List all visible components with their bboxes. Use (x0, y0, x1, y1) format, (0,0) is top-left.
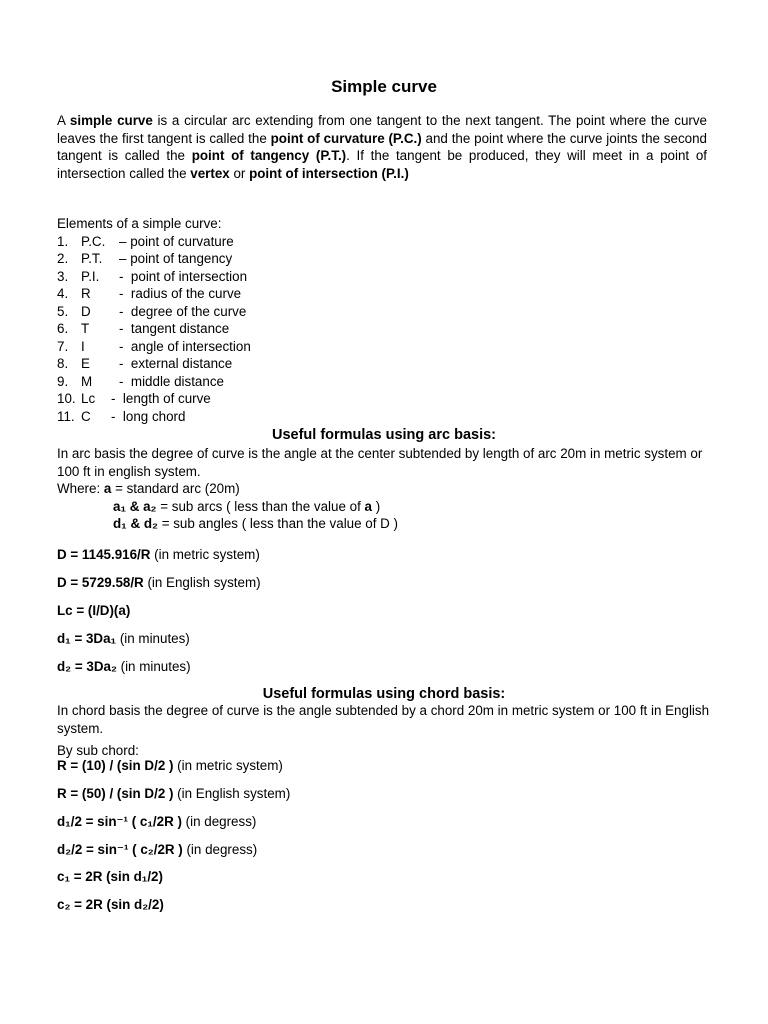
item-separator: - (119, 286, 124, 301)
formula-expression: d₂/2 = sin⁻¹ ( c₂/2R ) (57, 842, 183, 857)
item-symbol: I (81, 338, 85, 354)
arc-basis-heading: Useful formulas using arc basis: (271, 427, 496, 443)
sub-arcs-line (57, 498, 717, 516)
intro-text-5: or (229, 165, 250, 181)
intro-text-2: is a circular arc extending from one tangent to the next tangent. The point where the curve leaves the first tangent is called the (57, 113, 707, 146)
formula-note: (in degress) (182, 842, 258, 857)
formula-c1 (57, 868, 163, 886)
intro-bold-pc: point of curvature (P.C.) (270, 130, 422, 146)
where-line (57, 480, 717, 498)
formula-note: (in minutes) (116, 631, 190, 646)
formula-expression: D = 1145.916/R (57, 547, 151, 562)
list-item (57, 320, 657, 338)
item-separator: – (119, 251, 127, 266)
item-symbol: C (81, 408, 91, 424)
sub-angles-text: = sub angles ( less than the value of D ) (157, 516, 399, 531)
list-item (57, 373, 657, 391)
formula-expression: d₁ = 3Da₁ (57, 631, 117, 646)
formula-expression: c₂ = 2R (sin d₂/2) (57, 897, 164, 912)
item-number: 4. (57, 286, 69, 301)
formula-note: (in degress) (181, 814, 257, 829)
intro-bold-pi: point of intersection (P.I.) (249, 165, 409, 181)
intro-bold-pt: point of tangency (P.T.) (191, 148, 347, 163)
intro-paragraph (57, 112, 707, 182)
list-item (57, 250, 657, 268)
item-number: 9. (57, 373, 69, 389)
formula-d1-chord (57, 813, 256, 831)
item-number: 2. (57, 251, 69, 266)
item-separator: - (119, 303, 124, 319)
item-number: 11. (57, 408, 75, 424)
list-item (57, 233, 657, 251)
item-number: 10. (57, 391, 76, 406)
formula-expression: c₁ = 2R (sin d₁/2) (57, 869, 163, 884)
formula-note: (in English system) (143, 575, 261, 590)
formula-radius-metric (57, 757, 283, 775)
item-symbol: D (81, 303, 91, 319)
item-number: 8. (57, 356, 69, 371)
sub-chord-label: By sub chord: (57, 743, 139, 758)
arc-basis-description: In arc basis the degree of curve is the angle at the center subtended by length of arc 20m in metric system or 100 ft in english system. (57, 446, 703, 479)
item-symbol: E (81, 356, 90, 371)
item-separator: - (119, 356, 124, 371)
item-symbol: R (81, 286, 91, 301)
formula-expression: d₂ = 3Da₂ (57, 659, 117, 674)
where-variable: a (103, 481, 112, 496)
item-separator: - (111, 408, 116, 424)
item-description: length of curve (122, 391, 211, 406)
formula-note: (in metric system) (173, 758, 283, 773)
formula-d2-arc (57, 658, 191, 676)
item-description: tangent distance (130, 321, 230, 336)
formula-degree-metric (57, 546, 260, 564)
item-separator: - (119, 338, 124, 354)
item-separator: – (119, 233, 127, 249)
item-number: 1. (57, 233, 69, 249)
intro-bold-vertex: vertex (190, 165, 230, 181)
item-symbol: Lc (81, 391, 96, 406)
item-separator: - (119, 321, 124, 336)
chord-basis-heading: Useful formulas using chord basis: (262, 686, 506, 702)
arc-where-block (57, 480, 717, 533)
list-item (57, 390, 657, 408)
formula-degree-english (57, 574, 261, 592)
item-description: external distance (130, 356, 233, 371)
formula-note: (in minutes) (116, 659, 191, 674)
item-separator: - (119, 268, 124, 284)
formula-c2 (57, 896, 164, 914)
item-description: point of tangency (130, 251, 233, 266)
elements-section (57, 215, 657, 425)
item-symbol: T (81, 321, 90, 336)
item-description: angle of intersection (130, 338, 251, 354)
list-item (57, 268, 657, 286)
item-separator: - (111, 391, 116, 406)
list-item (57, 303, 657, 321)
formula-note: (in English system) (173, 786, 291, 801)
item-description: radius of the curve (130, 286, 242, 301)
formula-expression: R = (50) / (sin D/2 ) (57, 786, 174, 801)
formula-note: (in metric system) (150, 547, 260, 562)
item-symbol: M (81, 373, 93, 389)
intro-text-3: and the point where the curve joints the second tangent is called the (57, 130, 707, 163)
item-number: 6. (57, 321, 69, 336)
item-description: point of curvature (130, 233, 234, 249)
list-item (57, 285, 657, 303)
item-number: 3. (57, 268, 69, 284)
intro-bold-simple-curve: simple curve (69, 113, 153, 128)
intro-text-4: . If the tangent be produced, they will meet in a point of intersection called the (57, 148, 707, 181)
where-label: Where: (57, 481, 104, 496)
item-symbol: P.I. (81, 268, 100, 284)
sub-angles-line (57, 515, 717, 533)
chord-basis-description: In chord basis the degree of curve is the angle subtended by a chord 20m in metric system or 100 ft in English system. (57, 703, 710, 736)
list-item (57, 408, 657, 426)
list-item (57, 355, 657, 373)
formula-d1-arc (57, 630, 190, 648)
item-number: 7. (57, 338, 69, 354)
elements-heading: Elements of a simple curve: (57, 216, 222, 231)
sub-arcs-variable-a: a (364, 498, 372, 514)
formula-expression: Lc = (I/D)(a) (57, 603, 131, 618)
formula-length-of-curve (57, 602, 130, 620)
item-description: long chord (122, 408, 186, 424)
sub-arcs-variable: a₁ & a₂ (113, 498, 157, 514)
item-description: point of intersection (130, 268, 248, 284)
formula-expression: d₁/2 = sin⁻¹ ( c₁/2R ) (57, 814, 182, 829)
item-symbol: P.T. (81, 251, 103, 266)
item-separator: - (119, 373, 124, 389)
list-item (57, 338, 657, 356)
item-symbol: P.C. (81, 233, 106, 249)
page-title: Simple curve (331, 77, 437, 96)
sub-arcs-text: = sub arcs ( less than the value of (156, 498, 365, 514)
sub-arcs-end: ) (372, 498, 381, 514)
intro-text-1: A (57, 113, 70, 128)
sub-angles-variable: d₁ & d₂ (113, 516, 158, 531)
item-description: degree of the curve (130, 303, 247, 319)
formula-d2-chord (57, 841, 257, 859)
elements-list (57, 233, 657, 426)
item-number: 5. (57, 303, 69, 319)
formula-expression: D = 5729.58/R (57, 575, 144, 590)
formula-radius-english (57, 785, 290, 803)
where-text: = standard arc (20m) (111, 481, 240, 496)
formula-expression: R = (10) / (sin D/2 ) (57, 758, 174, 773)
item-description: middle distance (130, 373, 224, 389)
